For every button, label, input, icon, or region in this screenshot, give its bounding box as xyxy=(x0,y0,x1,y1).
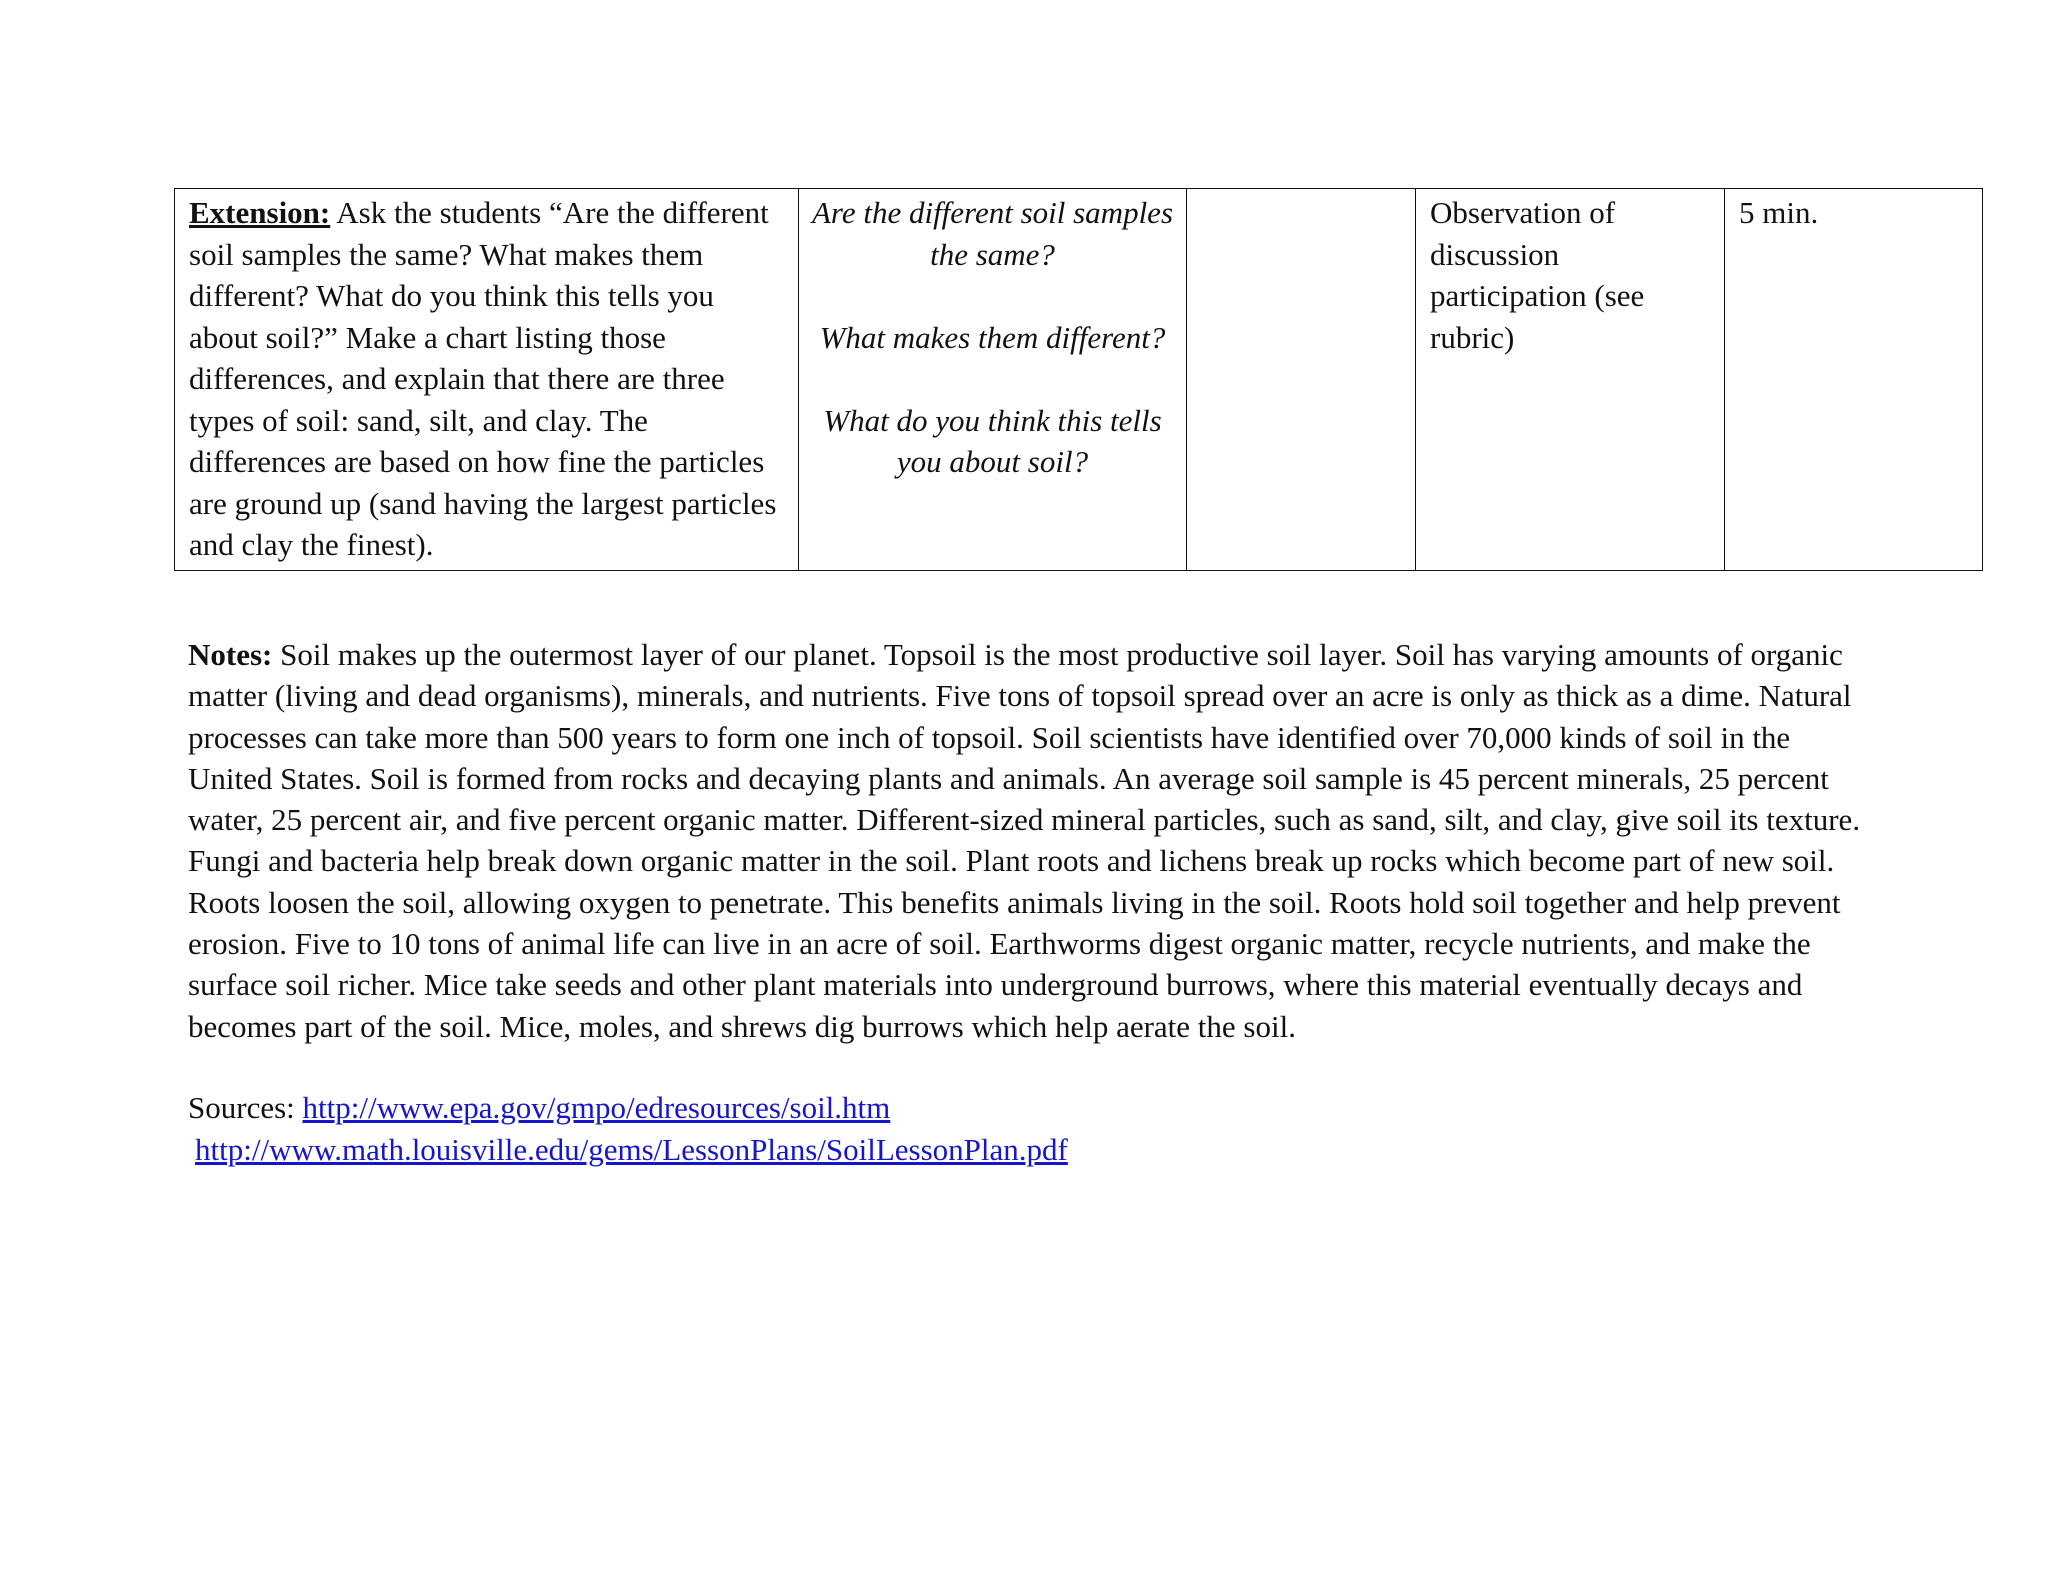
question-1: Are the different soil samples the same? xyxy=(811,195,1174,272)
extension-text: Ask the students “Are the different soil samples the same? What makes them different? What do you think this tells you about soil?” Make a chart listing those differences, and explain that there are three types of soil: sand, silt, and clay. The differences are based on how fine the particles are ground up (sand having the largest particles and clay the finest). xyxy=(189,195,777,562)
notes-text: Soil makes up the outermost layer of our planet. Topsoil is the most productive soil layer. Soil has varying amounts of organic matter (living and dead organisms), minerals, and nutrients. Five tons of topsoil spread over an acre is only as thick as a dime. Natural processes can take more than 500 years to form one inch of topsoil. Soil scientists have identified over 70,000 kinds of soil in the United States. Soil is formed from rocks and decaying plants and animals. An average soil sample is 45 percent minerals, 25 percent water, 25 percent air, and five percent organic matter. Different-sized mineral particles, such as sand, silt, and clay, give soil its texture. Fungi and bacteria help break down organic matter in the soil. Plant roots and lichens break up rocks which become part of new soil. Roots loosen the soil, allowing oxygen to penetrate. This benefits animals living in the soil. Roots hold soil together and help prevent erosion. Five to 10 tons of animal life can live in an acre of soil. Earthworms digest organic matter, recycle nutrients, and make the surface soil richer. Mice take seeds and other plant materials into underground burrows, where this material eventually decays and becomes part of the soil. Mice, moles, and shrews dig burrows which help aerate the soil. xyxy=(188,637,1861,1044)
notes-label: Notes: xyxy=(188,637,273,672)
notes-paragraph xyxy=(188,634,1878,1047)
assessment-cell: Observation of discussion participation (see rubric) xyxy=(1416,189,1725,571)
source-line-2 xyxy=(188,1129,1878,1171)
source-link-louisville[interactable]: http://www.math.louisville.edu/gems/LessonPlans/SoilLessonPlan.pdf xyxy=(195,1132,1068,1167)
question-2: What makes them different? xyxy=(819,319,1166,355)
source-link-epa[interactable]: http://www.epa.gov/gmpo/edresources/soil.htm xyxy=(302,1090,891,1125)
table-row xyxy=(175,189,1983,571)
materials-cell xyxy=(1187,189,1416,571)
time-cell: 5 min. xyxy=(1725,189,1983,571)
questions-cell xyxy=(799,189,1187,571)
sources-block xyxy=(188,1087,1878,1171)
lesson-table xyxy=(174,188,1983,571)
sources-label: Sources: xyxy=(188,1090,303,1125)
extension-label: Extension: xyxy=(189,195,331,230)
question-3: What do you think this tells you about soil? xyxy=(823,402,1162,479)
activity-cell xyxy=(175,189,799,571)
